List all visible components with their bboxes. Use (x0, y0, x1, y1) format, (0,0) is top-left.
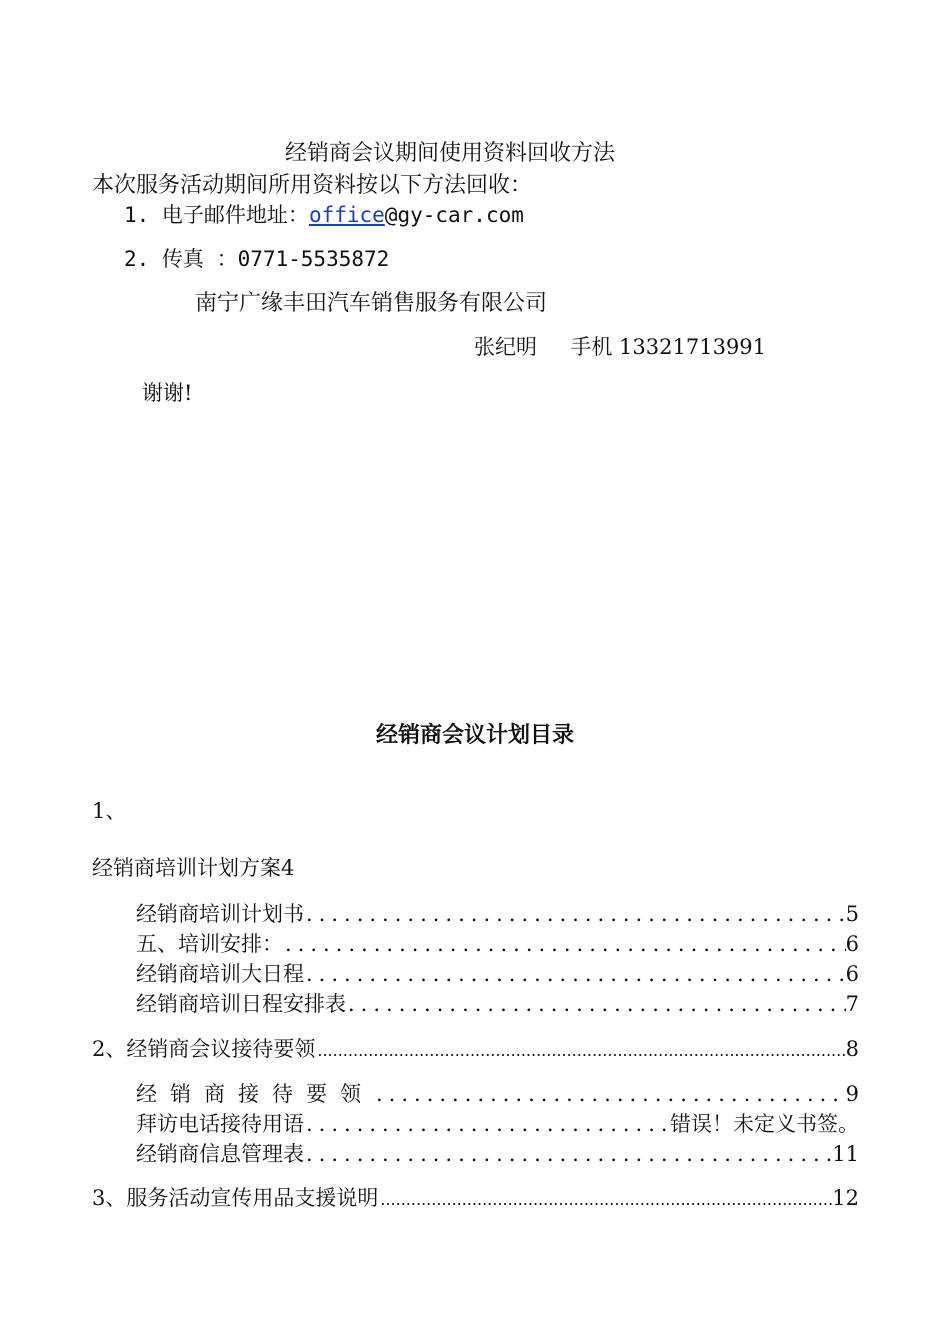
email-label: 1. 电子邮件地址： (124, 203, 309, 227)
recovery-intro: 本次服务活动期间所用资料按以下方法回收： (92, 173, 533, 198)
contact-line: 张纪明 手机 13321713991 (474, 335, 767, 359)
toc-title: 经销商会议计划目录 (375, 723, 574, 748)
toc-leader (374, 1082, 846, 1106)
toc-leader (378, 1190, 832, 1209)
toc-entry-label: 拜访电话接待用语 (136, 1112, 304, 1136)
toc-entry[interactable] (136, 1108, 859, 1138)
email-domain: @gy-car.com (384, 203, 524, 227)
toc-entry-page: 7 (845, 992, 859, 1016)
toc-entry-page: 9 (845, 1082, 859, 1106)
toc-leader (304, 1112, 670, 1136)
toc-entry[interactable] (136, 988, 859, 1018)
recovery-title: 经销商会议期间使用资料回收方法 (285, 141, 616, 166)
toc-entry[interactable] (136, 1138, 859, 1168)
toc-leader (304, 902, 846, 926)
toc-entry[interactable] (92, 1182, 859, 1212)
email-link[interactable]: office (308, 203, 385, 227)
company-name: 南宁广缘丰田汽车销售服务有限公司 (195, 291, 548, 316)
toc-entry-page: 6 (845, 932, 859, 956)
toc-leader (304, 962, 846, 986)
fax-line: 2. 传真 ：0771-5535872 (124, 247, 390, 271)
toc-entry-label: 经销商培训日程安排表 (136, 992, 346, 1016)
toc-leader (304, 1142, 832, 1166)
toc-entry-page: 11 (832, 1142, 859, 1166)
toc-entry-page: 8 (845, 1037, 859, 1061)
toc-section-title[interactable]: 经销商培训计划方案4 (92, 856, 295, 880)
toc-leader (315, 1041, 845, 1060)
toc-entry[interactable] (136, 1078, 859, 1108)
toc-entry-label: 经销商信息管理表 (136, 1142, 304, 1166)
toc-entry[interactable] (136, 898, 859, 928)
toc-entry-label: 2、经销商会议接待要领 (92, 1037, 316, 1061)
toc-entry-page: 错误！未定义书签。 (670, 1112, 859, 1136)
toc-entry[interactable] (136, 928, 859, 958)
email-line (124, 199, 524, 229)
thanks-text: 谢谢! (142, 381, 193, 405)
toc-leader (283, 932, 846, 956)
toc-section-number: 1、 (92, 799, 127, 823)
toc-entry[interactable] (136, 958, 859, 988)
toc-entry-page: 12 (832, 1186, 859, 1210)
toc-leader (346, 992, 846, 1016)
toc-entry[interactable] (92, 1033, 859, 1063)
toc-entry-label: 五、培训安排： (136, 932, 283, 956)
toc-entry-label: 经销商培训计划书 (136, 902, 304, 926)
toc-entry-page: 5 (845, 902, 859, 926)
toc-entry-page: 6 (845, 962, 859, 986)
toc-entry-label: 3、服务活动宣传用品支援说明 (92, 1186, 379, 1210)
toc-entry-label: 经销商培训大日程 (136, 962, 304, 986)
toc-entry-label: 经销商接待要领 (136, 1082, 374, 1106)
